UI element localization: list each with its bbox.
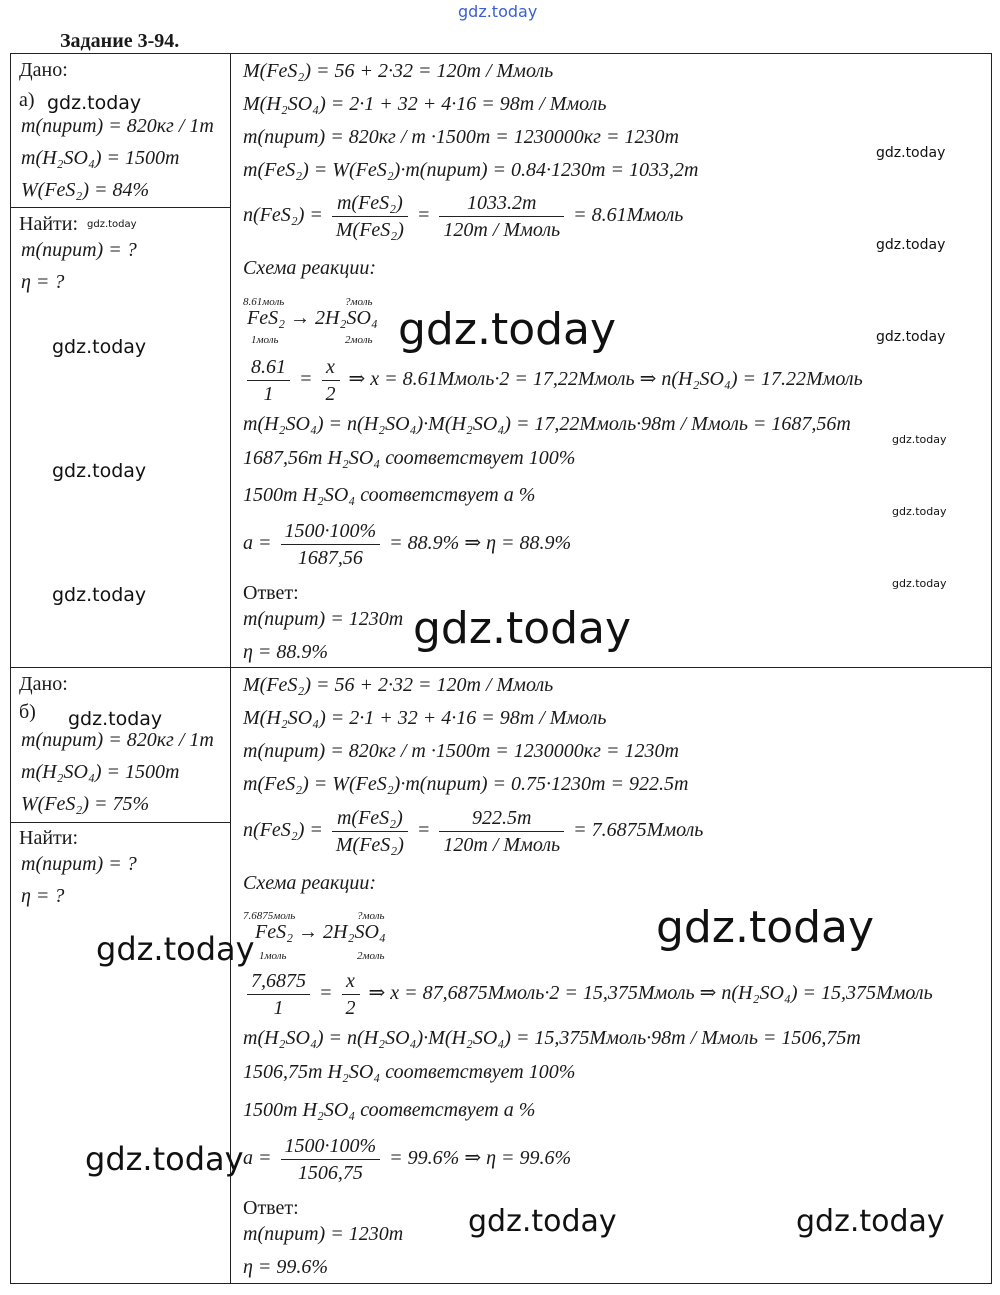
answer-line: m(пирит) = 1230т (243, 608, 404, 630)
find-item: m(пирит) = ? (21, 853, 137, 875)
numerator: x (322, 354, 340, 381)
denominator: M(FeS₂) (335, 834, 404, 856)
given-item: W(FeS₂) = 75% (21, 793, 150, 815)
task-title: Задание 3-94. (60, 30, 180, 52)
watermark: gdz.today (413, 603, 632, 654)
equals-sign: = (319, 982, 333, 1005)
answer-label: Ответ: (243, 582, 299, 604)
scheme-bottom-right: 2моль (345, 334, 373, 346)
calc-line: M(FeS₂) = 56 + 2·32 = 120т / Ммоль (243, 674, 554, 696)
scheme-bottom-left: 1моль (259, 950, 287, 962)
watermark: gdz.today (656, 902, 875, 953)
watermark: gdz.today (52, 460, 147, 482)
given-item: m(H₂SO₄) = 1500т (21, 761, 180, 783)
watermark: gdz.today (96, 930, 255, 968)
watermark: gdz.today (398, 304, 617, 355)
numerator: m(FeS₂) (332, 190, 408, 217)
fraction (342, 968, 360, 1021)
given-label: Дано: (19, 673, 68, 695)
fraction (332, 190, 408, 243)
moles-result: = 8.61Ммоль (573, 204, 684, 227)
proportion-result: ⇒ x = 87,6875Ммоль·2 = 15,375Ммоль ⇒ n(H₂SO₄) = 15,375Ммоль (368, 982, 933, 1005)
task-a (10, 53, 992, 668)
moles-equation (243, 190, 683, 243)
numerator: m(FeS₂) (332, 805, 408, 832)
calc-line: m(FeS₂) = W(FeS₂)·m(пирит) = 0.75·1230т = 922.5т (243, 773, 689, 795)
proportion-line (243, 968, 933, 1021)
find-item: η = ? (21, 271, 65, 293)
scheme-equation: FeS₂ → 2H₂SO₄ (247, 307, 378, 329)
watermark: gdz.today (892, 505, 947, 518)
answer-label: Ответ: (243, 1197, 299, 1219)
part-letter: б) (19, 701, 36, 723)
mass-line: m(H₂SO₄) = n(H₂SO₄)·M(H₂SO₄) = 17,22Ммоль·98т / Ммоль = 1687,56т (243, 413, 851, 435)
calc-line: m(пирит) = 820кг / т ·1500т = 1230000кг = 1230т (243, 740, 679, 762)
watermark: gdz.today (876, 145, 946, 161)
watermark: gdz.today (892, 577, 947, 590)
answer-line: m(пирит) = 1230т (243, 1223, 404, 1245)
watermark: gdz.today (876, 329, 946, 345)
fraction (247, 968, 310, 1021)
find-item: η = ? (21, 885, 65, 907)
denominator: M(FeS₂) (335, 219, 404, 241)
correspond-line: 1687,56т H₂SO₄ соответствует 100% (243, 447, 576, 469)
given-label: Дано: (19, 59, 68, 81)
find-label: Найти: (19, 827, 79, 849)
scheme-equation: FeS₂ → 2H₂SO₄ (255, 921, 386, 943)
part-letter: а) (19, 89, 35, 111)
scheme-top-right: ?моль (345, 296, 373, 308)
given-box-b (11, 668, 230, 823)
watermark: gdz.today (47, 92, 142, 114)
fraction (281, 1133, 381, 1186)
denominator: 1506,75 (297, 1162, 363, 1184)
fraction (322, 354, 340, 407)
yield-result: = 88.9% ⇒ η = 88.9% (389, 532, 572, 555)
calc-line: m(FeS₂) = W(FeS₂)·m(пирит) = 0.84·1230т = 1033,2т (243, 159, 699, 181)
denominator: 120т / Ммоль (443, 834, 561, 856)
fraction (332, 805, 408, 858)
denominator: 2 (325, 383, 336, 405)
scheme-label: Схема реакции: (243, 872, 376, 894)
watermark: gdz.today (892, 433, 947, 446)
watermark: gdz.today (468, 1204, 617, 1239)
proportion-result: ⇒ x = 8.61Ммоль·2 = 17,22Ммоль ⇒ n(H₂SO₄) = 17.22Ммоль (348, 368, 863, 391)
fraction (281, 518, 381, 571)
find-label: Найти: (19, 213, 79, 235)
scheme-bottom-left: 1моль (251, 334, 279, 346)
given-item: W(FeS₂) = 84% (21, 179, 150, 201)
scheme-bottom-right: 2моль (357, 950, 385, 962)
moles-result: = 7.6875Ммоль (573, 819, 704, 842)
yield-lhs: a = (243, 532, 272, 555)
moles-lhs: n(FeS₂) = (243, 204, 323, 227)
denominator: 1 (273, 997, 284, 1019)
watermark: gdz.today (52, 584, 147, 606)
left-column-b (11, 668, 231, 1283)
denominator: 2 (345, 997, 356, 1019)
numerator: 8.61 (247, 354, 290, 381)
denominator: 1687,56 (297, 547, 363, 569)
equals-sign: = (299, 368, 313, 391)
calc-line: M(FeS₂) = 56 + 2·32 = 120т / Ммоль (243, 60, 554, 82)
correspond-line: 1506,75т H₂SO₄ соответствует 100% (243, 1061, 576, 1083)
moles-equation (243, 805, 703, 858)
proportion-line (243, 354, 863, 407)
fraction (439, 190, 564, 243)
numerator: 1500·100% (281, 518, 381, 545)
numerator: 922.5т (439, 805, 564, 832)
fraction (247, 354, 290, 407)
scheme-top-left: 8.61моль (243, 296, 285, 308)
correspond-line: 1500т H₂SO₄ соответствует a % (243, 484, 536, 506)
given-box-a (11, 54, 230, 208)
correspond-line: 1500т H₂SO₄ соответствует a % (243, 1099, 536, 1121)
watermark-top: gdz.today (458, 2, 538, 21)
scheme-label: Схема реакции: (243, 257, 376, 279)
watermark: gdz.today (87, 219, 137, 230)
given-item: m(пирит) = 820кг / 1т (21, 115, 214, 137)
moles-lhs: n(FeS₂) = (243, 819, 323, 842)
fraction (439, 805, 564, 858)
yield-result: = 99.6% ⇒ η = 99.6% (389, 1147, 572, 1170)
numerator: 1033.2т (439, 190, 564, 217)
yield-lhs: a = (243, 1147, 272, 1170)
calc-line: M(H₂SO₄) = 2·1 + 32 + 4·16 = 98т / Ммоль (243, 93, 607, 115)
answer-line: η = 88.9% (243, 641, 329, 663)
watermark: gdz.today (796, 1204, 945, 1239)
scheme-top-right: ?моль (357, 910, 385, 922)
numerator: 1500·100% (281, 1133, 381, 1160)
equals-sign: = (416, 819, 431, 842)
mass-line: m(H₂SO₄) = n(H₂SO₄)·M(H₂SO₄) = 15,375Ммоль·98т / Ммоль = 1506,75т (243, 1027, 861, 1049)
given-item: m(пирит) = 820кг / 1т (21, 729, 214, 751)
watermark: gdz.today (68, 708, 163, 730)
find-item: m(пирит) = ? (21, 239, 137, 261)
left-column-a (11, 54, 231, 667)
yield-equation (243, 1133, 571, 1186)
answer-line: η = 99.6% (243, 1256, 329, 1278)
task-b (10, 667, 992, 1284)
denominator: 120т / Ммоль (443, 219, 561, 241)
equals-sign: = (416, 204, 431, 227)
denominator: 1 (263, 383, 274, 405)
watermark: gdz.today (85, 1140, 244, 1178)
watermark: gdz.today (52, 336, 147, 358)
calc-line: m(пирит) = 820кг / т ·1500т = 1230000кг = 1230т (243, 126, 679, 148)
watermark: gdz.today (876, 237, 946, 253)
numerator: 7,6875 (247, 968, 310, 995)
calc-line: M(H₂SO₄) = 2·1 + 32 + 4·16 = 98т / Ммоль (243, 707, 607, 729)
yield-equation (243, 518, 571, 571)
scheme-top-left: 7.6875моль (243, 910, 296, 922)
numerator: x (342, 968, 360, 995)
given-item: m(H₂SO₄) = 1500т (21, 147, 180, 169)
